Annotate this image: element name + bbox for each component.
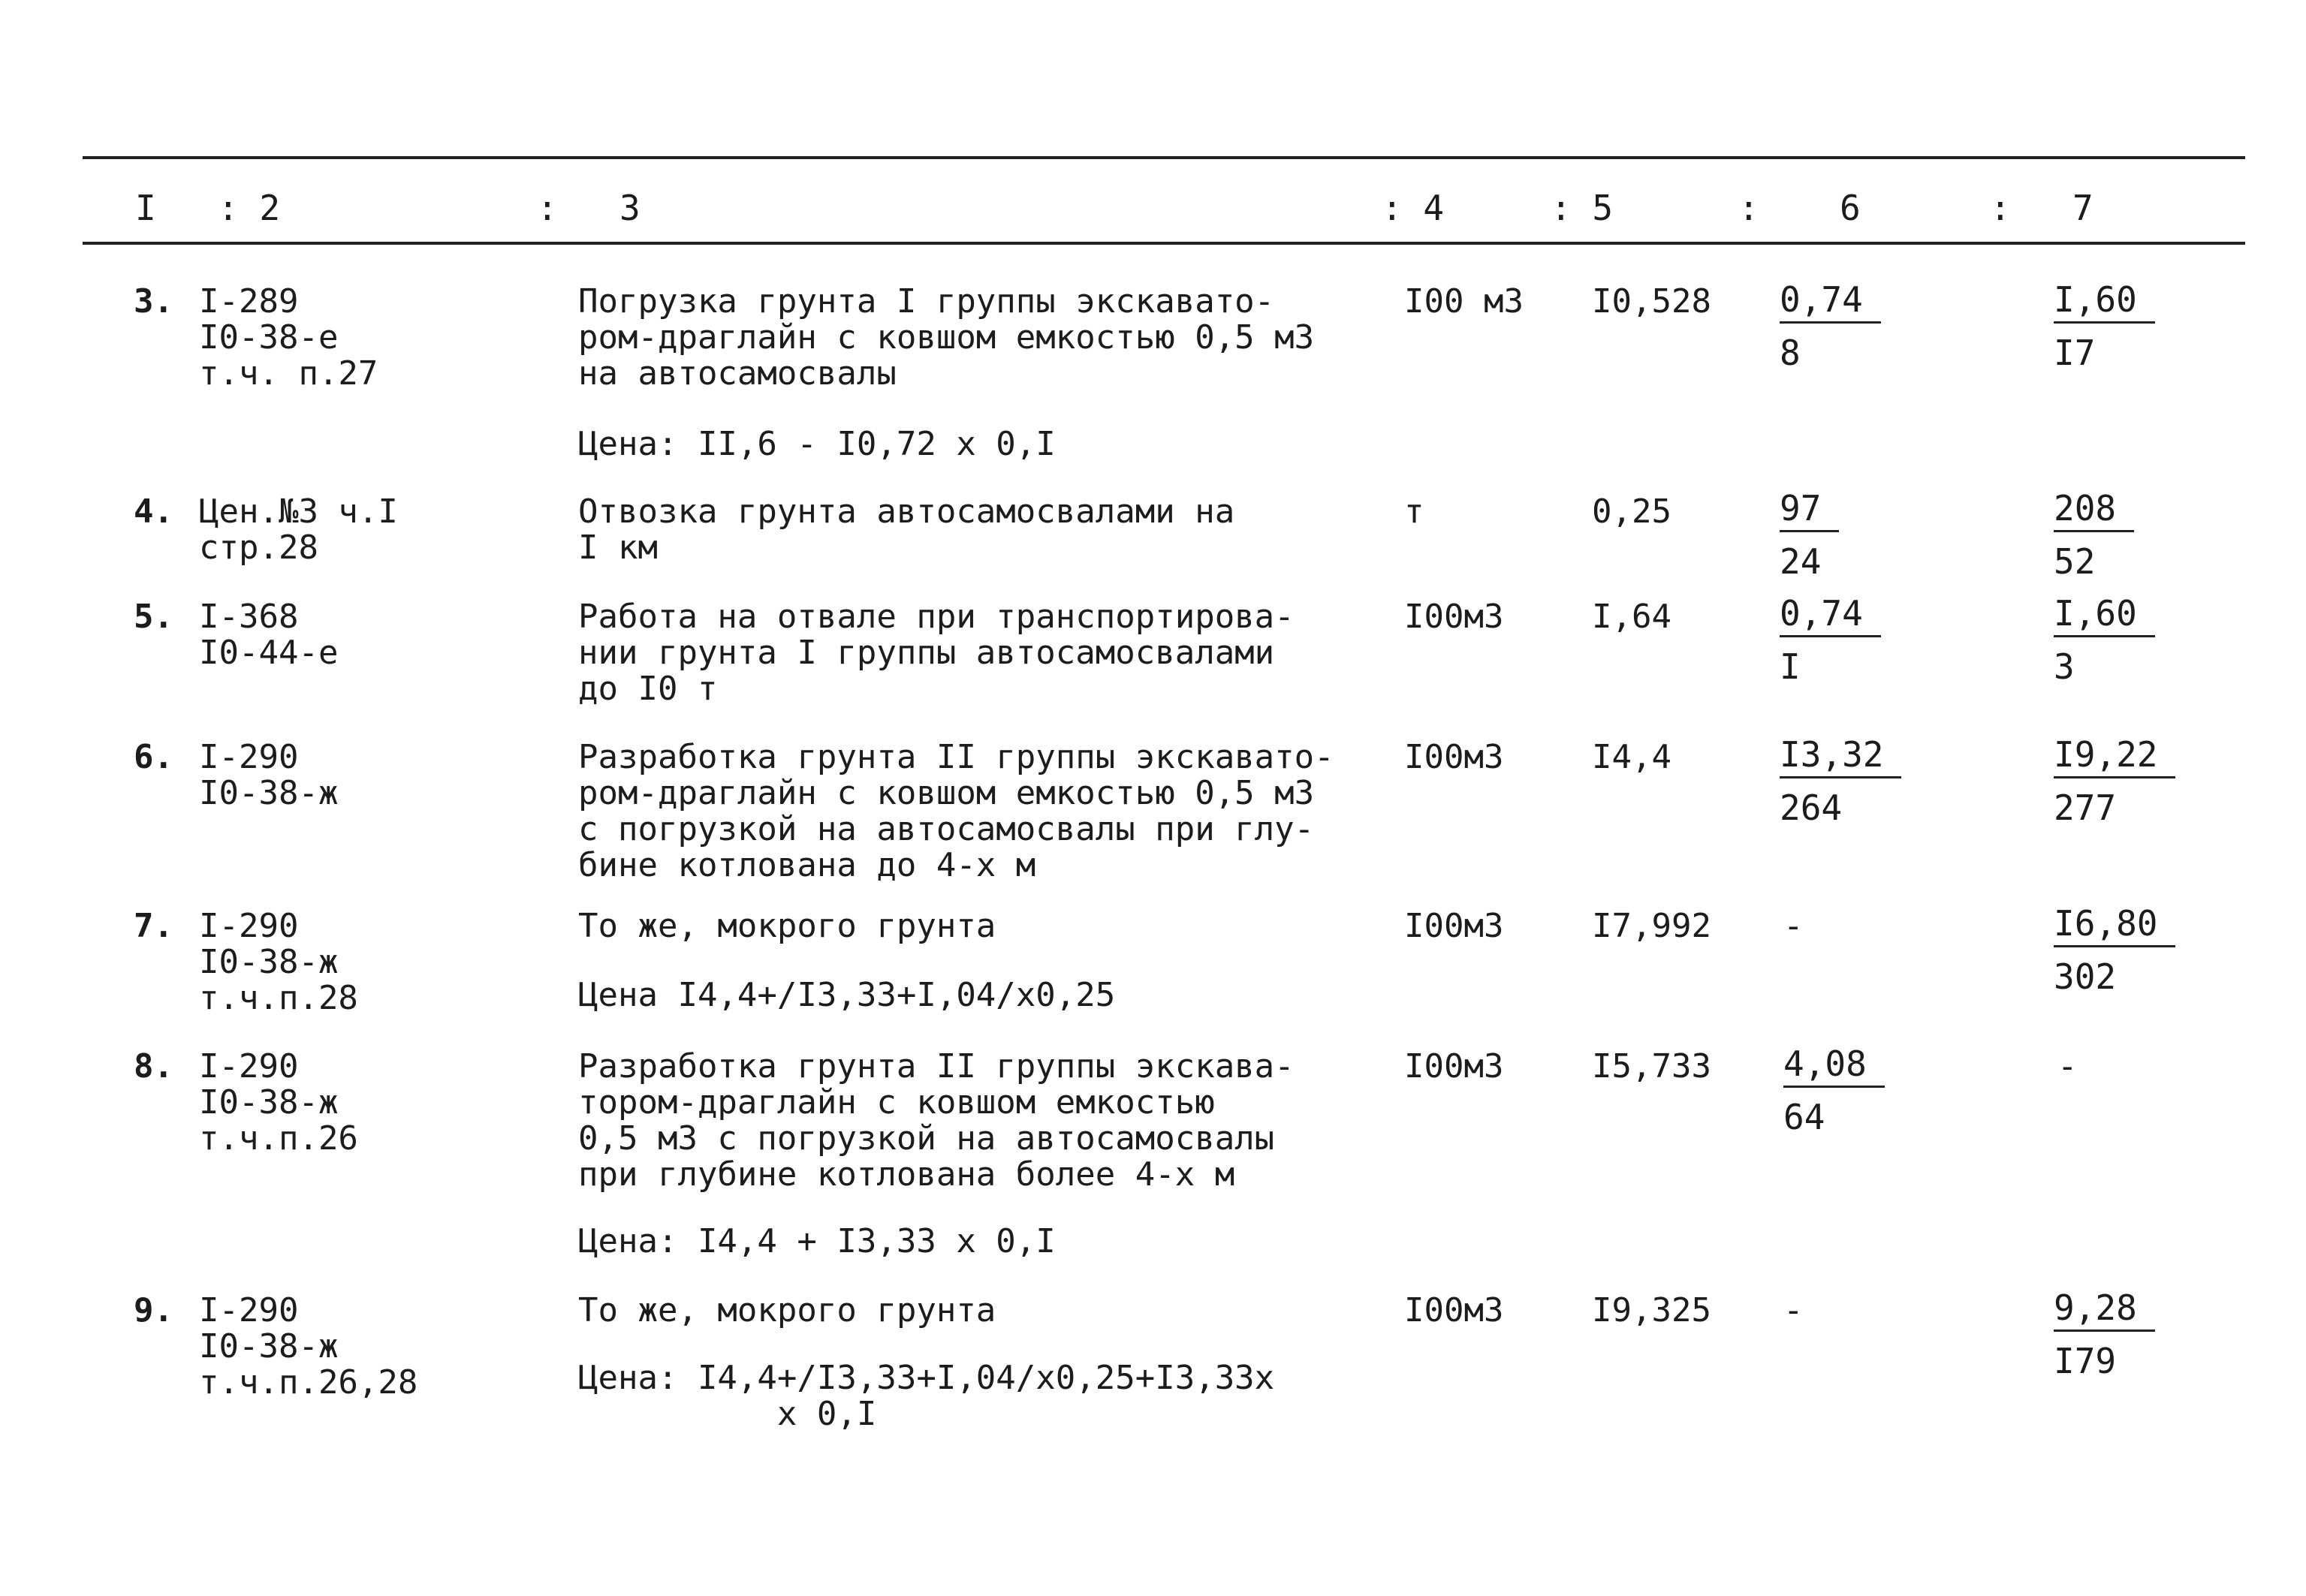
row-price-note: Цена I4,4+/I3,33+I,04/х0,25	[578, 976, 1116, 1014]
row-code: I-290 I0-38-ж т.ч.п.26,28	[199, 1291, 418, 1402]
row-code: Цен.№3 ч.I стр.28	[199, 492, 398, 567]
col7-bottom: I7	[2054, 333, 2096, 373]
col6-top: 4,08	[1783, 1045, 1885, 1088]
col7-top: I,60	[2054, 281, 2155, 324]
col6-bottom: 24	[1780, 541, 1822, 582]
row-description: То же, мокрого грунта	[578, 1291, 996, 1329]
col6-top: 0,74	[1780, 281, 1881, 324]
col7-top: 9,28	[2054, 1289, 2155, 1332]
col6-bottom: 64	[1783, 1097, 1825, 1137]
row-description: То же, мокрого грунта	[578, 907, 996, 945]
row-description: Отвозка грунта автосамосвалами на I км	[578, 492, 1235, 567]
row-code: I-290 I0-38-ж т.ч.п.26	[199, 1047, 358, 1158]
row-code: I-290 I0-38-ж	[199, 738, 339, 812]
row-col6-value	[1780, 736, 1901, 827]
row-number: 4.	[134, 492, 173, 531]
col-header-3-sep: :	[537, 188, 558, 228]
col6-bottom: I	[1780, 646, 1801, 687]
row-number: 5.	[134, 598, 173, 636]
col6-bottom: 264	[1780, 787, 1843, 828]
row-description: Разработка грунта II группы экскавато- ром-драглайн с ковшом емкостью 0,5 м3 с погрузкой на автосамосвалы при глу- бине котлована до 4-х м	[578, 738, 1334, 884]
row-col7-value	[2054, 905, 2175, 995]
col6-top: 0,74	[1780, 595, 1881, 637]
row-quantity: I5,733	[1592, 1047, 1711, 1086]
row-number: 9.	[134, 1291, 173, 1329]
col7-top: I,60	[2054, 595, 2155, 637]
row-unit: I00м3	[1404, 738, 1504, 776]
row-number: 8.	[134, 1047, 173, 1086]
col-header-6: 6	[1840, 188, 1861, 228]
row-code: I-289 I0-38-е т.ч. п.27	[199, 282, 378, 393]
col6-top: I3,32	[1780, 736, 1901, 778]
row-quantity: I7,992	[1592, 907, 1711, 945]
col7-bottom: I79	[2054, 1341, 2117, 1381]
row-number: 6.	[134, 738, 173, 776]
row-quantity: I0,528	[1592, 282, 1711, 321]
col6-top: 97	[1780, 489, 1839, 532]
row-unit: I00 м3	[1404, 282, 1524, 321]
row-unit: I00м3	[1404, 1047, 1504, 1086]
row-quantity: 0,25	[1592, 492, 1671, 531]
row-number: 7.	[134, 907, 173, 945]
row-unit: I00м3	[1404, 907, 1504, 945]
top-rule	[83, 156, 2245, 159]
col7-top: I6,80	[2054, 905, 2175, 947]
header-rule	[83, 242, 2245, 245]
col-header-6-sep: :	[1738, 188, 1759, 228]
col-header-1: I	[135, 188, 156, 228]
row-col6-value: -	[1783, 907, 1804, 945]
col-header-2: : 2	[218, 188, 281, 228]
row-price-note: Цена: II,6 - I0,72 х 0,I	[578, 425, 1056, 463]
row-code: I-290 I0-38-ж т.ч.п.28	[199, 907, 358, 1017]
row-col6-value	[1780, 595, 1881, 685]
row-unit: т	[1404, 492, 1424, 531]
col7-bottom: 302	[2054, 956, 2117, 997]
row-col7-value	[2054, 1289, 2155, 1380]
row-price-note: Цена: I4,4+/I3,33+I,04/х0,25+I3,33х х 0,I	[578, 1359, 1275, 1433]
row-quantity: I,64	[1592, 598, 1671, 636]
col7-bottom: 3	[2054, 646, 2075, 687]
row-col6-value	[1780, 489, 1839, 580]
row-col7-value	[2054, 281, 2155, 372]
row-col6-value: -	[1783, 1291, 1804, 1329]
row-quantity: I4,4	[1592, 738, 1671, 776]
col-header-4: : 4	[1382, 188, 1445, 228]
col7-bottom: 277	[2054, 787, 2117, 828]
row-col7-value	[2054, 736, 2175, 827]
row-col6-value	[1783, 1045, 1885, 1136]
row-unit: I00м3	[1404, 1291, 1504, 1329]
col7-bottom: 52	[2054, 541, 2096, 582]
row-number: 3.	[134, 282, 173, 321]
col6-bottom: 8	[1780, 333, 1801, 373]
row-description: Погрузка грунта I группы экскавато- ром-драглайн с ковшом емкостью 0,5 м3 на автосамосвалы	[578, 282, 1315, 393]
col-header-5: : 5	[1551, 188, 1614, 228]
row-quantity: I9,325	[1592, 1291, 1711, 1329]
row-price-note: Цена: I4,4 + I3,33 х 0,I	[578, 1222, 1056, 1260]
row-code: I-368 I0-44-е	[199, 598, 339, 672]
row-description: Разработка грунта II группы экскава- тором-драглайн с ковшом емкостью 0,5 м3 с погрузкой на автосамосвалы при глубине котлована более 4-х м	[578, 1047, 1295, 1194]
col7-top: 208	[2054, 489, 2134, 532]
row-description: Работа на отвале при транспортирова- нии грунта I группы автосамосвалами до I0 т	[578, 598, 1295, 708]
col7-top: I9,22	[2054, 736, 2175, 778]
row-col6-value	[1780, 281, 1881, 372]
row-col7-value	[2054, 595, 2155, 685]
row-col7-value: -	[2057, 1047, 2078, 1086]
col-header-7: 7	[2072, 188, 2093, 228]
row-col7-value	[2054, 489, 2134, 580]
col-header-3: 3	[619, 188, 641, 228]
row-unit: I00м3	[1404, 598, 1504, 636]
col-header-7-sep: :	[1990, 188, 2011, 228]
